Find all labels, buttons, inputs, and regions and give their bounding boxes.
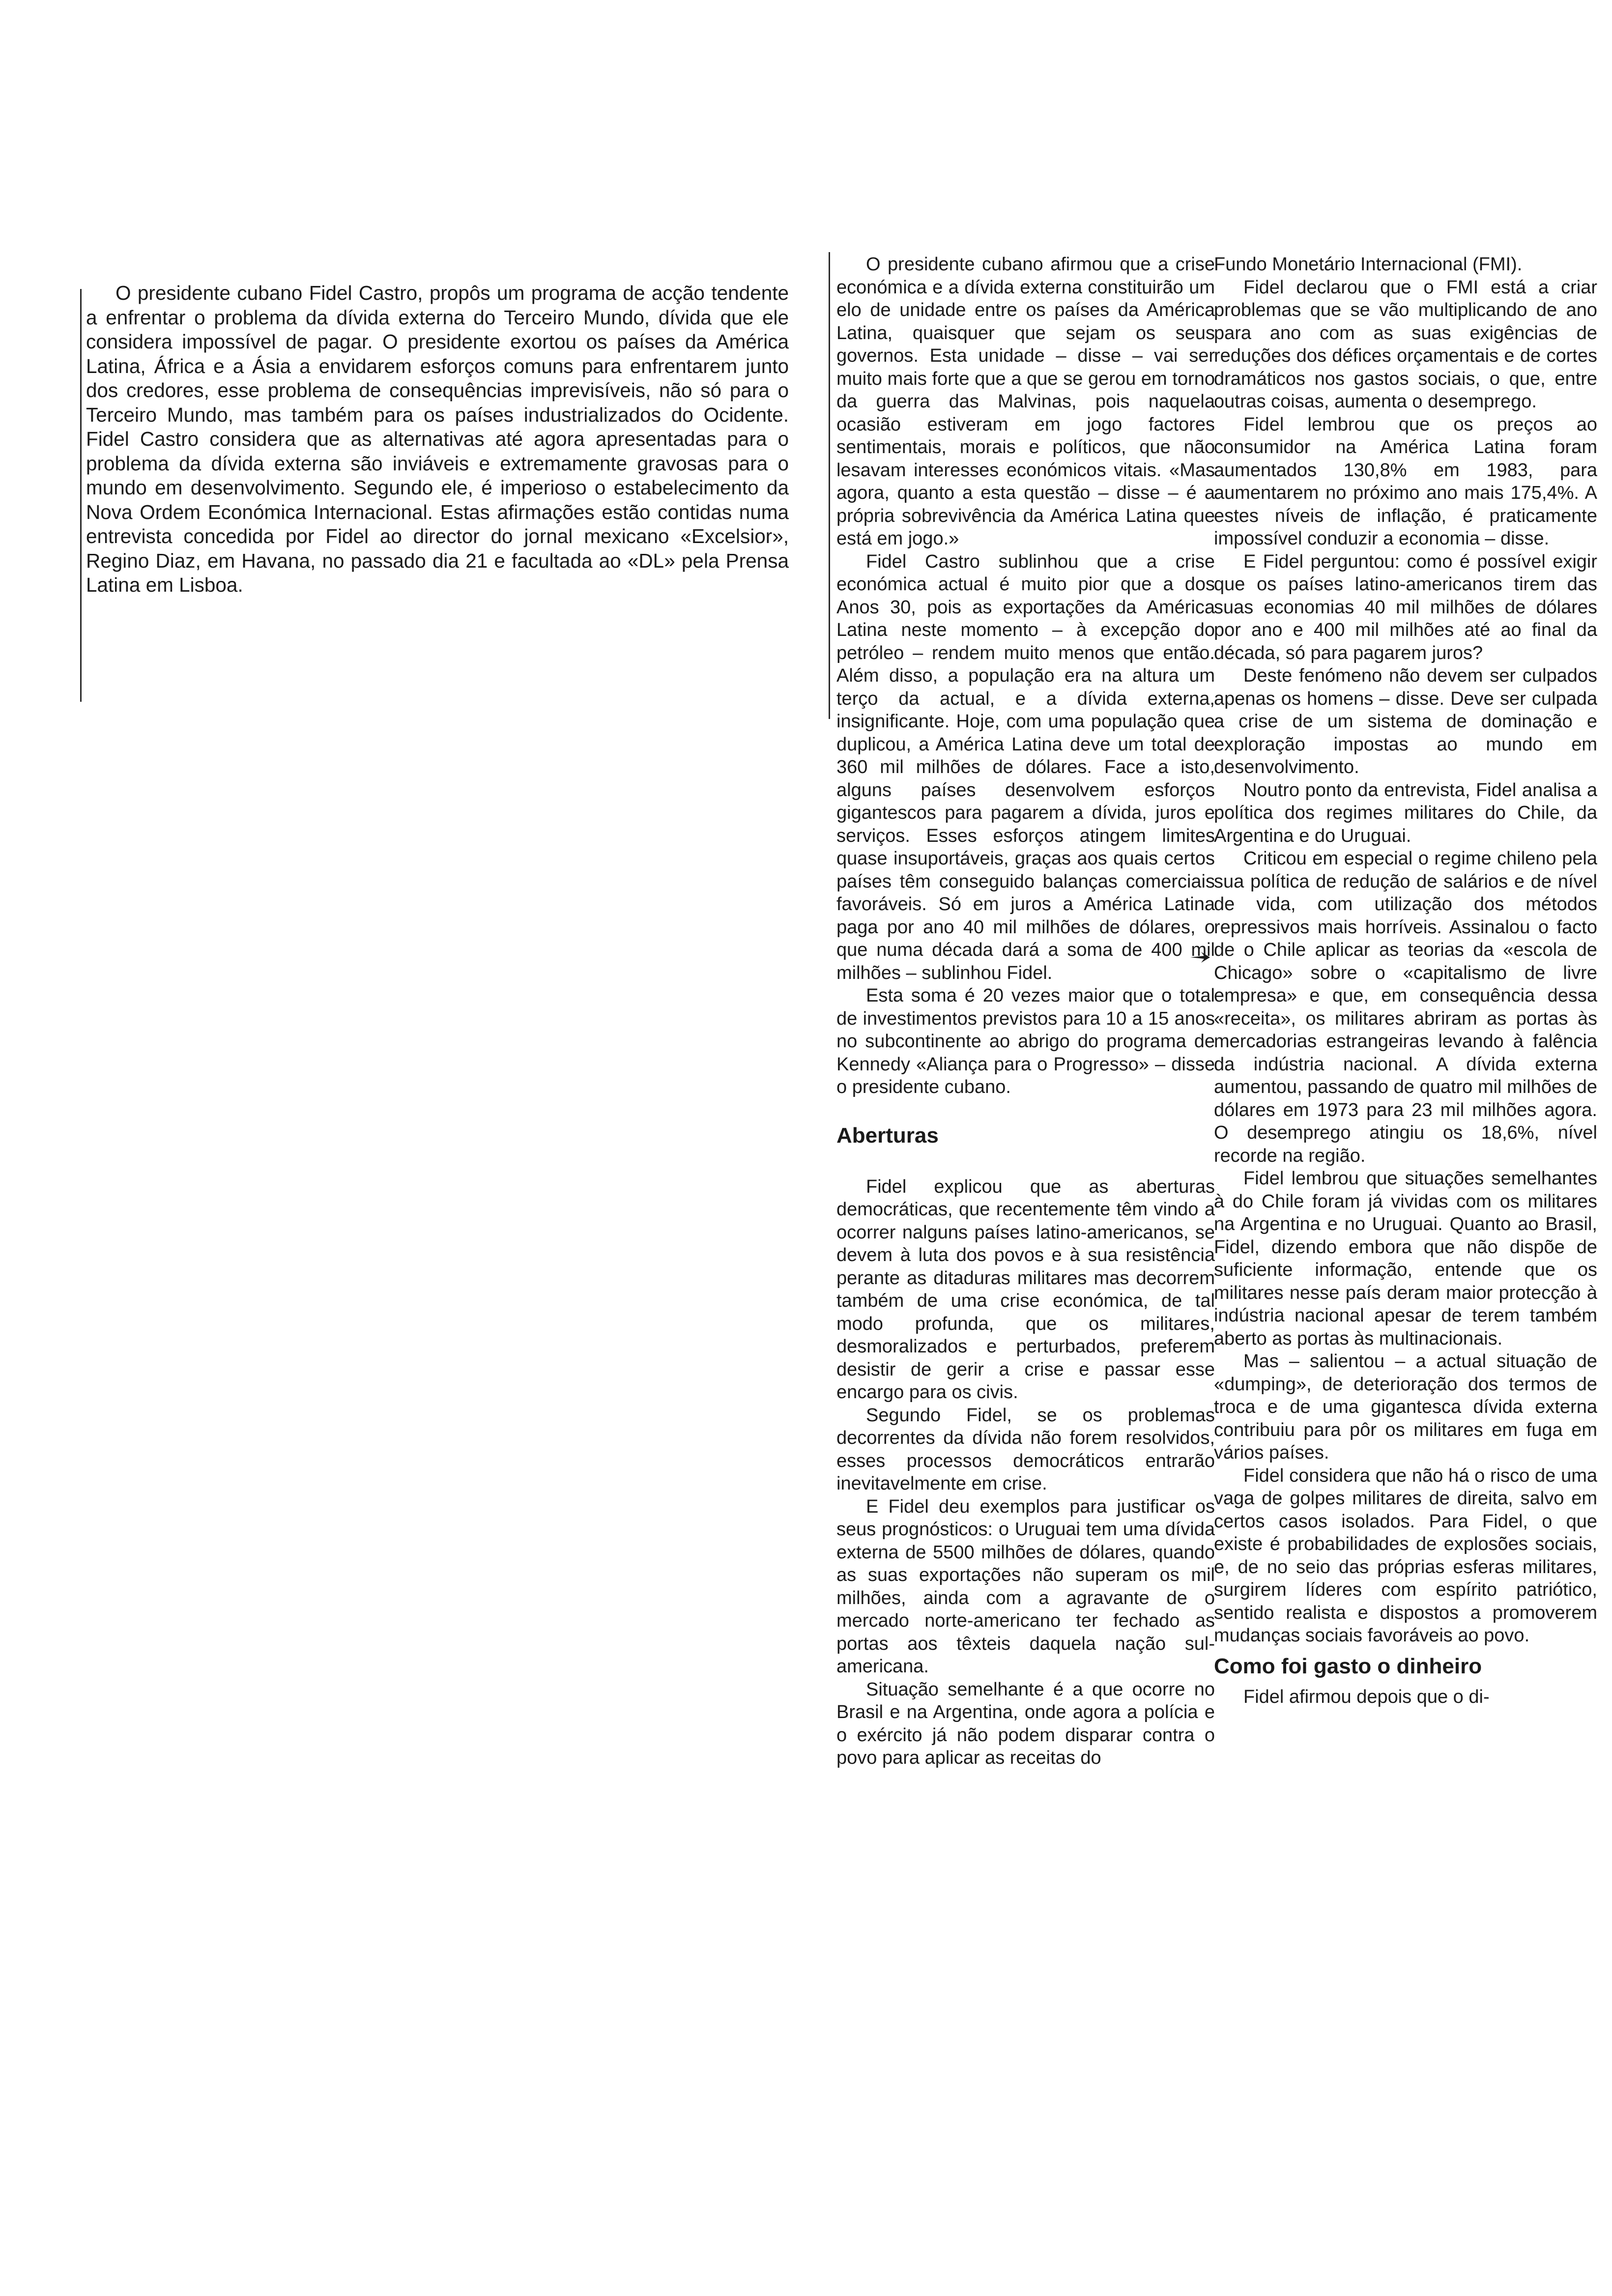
lead-left-rule xyxy=(80,289,82,702)
arrow-mark-icon xyxy=(1189,951,1211,964)
body-paragraph: Fidel declarou que o FMI está a criar problemas que se vão multiplicando de ano para ano com as suas exigências de reduções dos défices orçamentais e de cortes dramáticos nos gastos sociais, o que, entre outras coisas, aumenta o desemprego. xyxy=(1214,277,1597,412)
body-paragraph: Fidel considera que não há o risco de uma vaga de golpes militares de direita, salvo em certos casos isolados. Para Fidel, o que existe é probabilidades de explosões sociais, e, de no seio das próprias esferas militares, surgirem líderes com espírito patriótico, sentido realista e dispostos a promoverem mudanças sociais favoráveis ao povo. xyxy=(1214,1465,1597,1646)
body-paragraph: Fidel afirmou depois que o di- xyxy=(1243,1686,1490,1707)
body-paragraph: Fidel lembrou que os preços ao consumidor na América Latina foram aumentados 130,8% em 1983, para aumentarem no próximo ano mais 175,4%. A estes níveis de inflação, é praticamente impossível conduzir a economia – disse. xyxy=(1214,414,1597,549)
section-heading-aberturas: Aberturas xyxy=(836,1123,939,1148)
body-paragraph: O presidente cubano afirmou que a crise económica e a dívida externa constituirão um elo de unidade entre os países da América Latina, quaisquer que sejam os seus governos. Esta unidade – disse – vai ser muito mais forte que a que se gerou em torno da guerra das Malvinas, pois naquela ocasião estiveram em jogo factores sentimentais, morais e políticos, que não lesavam interesses económicos vitais. «Mas agora, quanto a esta questão – disse – é a própria sobrevivência da América Latina que está em jogo.» xyxy=(836,254,1215,549)
body-paragraph: Esta soma é 20 vezes maior que o total de investimentos previstos para 10 a 15 anos no subcontinente ao abrigo do programa de Kennedy «Aliança para o Progresso» – disse o presidente cubano. xyxy=(836,985,1215,1097)
article-column-3 xyxy=(1214,253,1597,1708)
body-paragraph: Noutro ponto da entrevista, Fidel analisa a política dos regimes militares do Chile, da Argentina e do Uruguai. xyxy=(1214,779,1597,846)
section-heading-gasto: Como foi gasto o dinheiro xyxy=(1214,1654,1482,1678)
body-paragraph: Fidel Castro sublinhou que a crise económica actual é muito pior que a dos Anos 30, pois as exportações da América Latina neste momento – à excepção do petróleo – rendem muito menos que então. Além disso, a população era na altura um terço da actual, e a dívida externa, insignificante. Hoje, com uma população que duplicou, a América Latina deve um total de 360 mil milhões de dólares. Face a isto, alguns países desenvolvem esforços gigantescos para pagarem a dívida, juros e serviços. Esses esforços atingem limites quase insuportáveis, graças aos quais certos países têm conseguido balanças comerciais favoráveis. Só em juros a América Latina paga por ano 40 mil milhões de dólares, o que numa década dará a soma de 400 mil milhões – sublinhou Fidel. xyxy=(836,551,1215,983)
body-paragraph: Situação semelhante é a que ocorre no Brasil e na Argentina, onde agora a polícia e o exército já não podem disparar contra o povo para aplicar as receitas do xyxy=(836,1679,1215,1768)
body-paragraph: E Fidel perguntou: como é possível exigir que os países latino-americanos tirem das suas economias 40 mil milhões de dólares por ano e 400 mil milhões até ao final da década, só para pagarem juros? xyxy=(1214,551,1597,663)
body-paragraph: Criticou em especial o regime chileno pela sua política de redução de salários e de nível de vida, com utilização dos métodos repressivos mais horríveis. Assinalou o facto de o Chile aplicar as teorias da «escola de Chicago» sobre o «capitalismo de livre empresa» e que, em consequência dessa «receita», os militares abriram as portas às mercadorias estrangeiras levando à falência da indústria nacional. A dívida externa aumentou, passando de quatro mil milhões de dólares em 1973 para 23 mil milhões agora. O desemprego atingiu os 18,6%, nível recorde na região. xyxy=(1214,848,1597,1166)
body-paragraph: Fundo Monetário Internacional (FMI). xyxy=(1214,254,1523,275)
body-paragraph: Fidel lembrou que situações semelhantes à do Chile foram já vividas com os militares na Argentina e no Uruguai. Quanto ao Brasil, Fidel, dizendo embora que não dispõe de suficiente informação, entende que os militares nesse país deram maior protecção à indústria nacional apesar de terem também aberto as portas às multinacionais. xyxy=(1214,1168,1597,1349)
body-paragraph: Segundo Fidel, se os problemas decorrentes da dívida não forem resolvidos, esses processos democráticos entrarão inevitavelmente em crise. xyxy=(836,1405,1215,1494)
body-paragraph: Deste fenómeno não devem ser culpados apenas os homens – disse. Deve ser culpada a crise de um sistema de dominação e exploração impostas ao mundo em desenvolvimento. xyxy=(1214,665,1597,777)
body-paragraph: E Fidel deu exemplos para justificar os seus prognósticos: o Uruguai tem uma dívida externa de 5500 milhões de dólares, quando as suas exportações não superam os mil milhões, ainda com a agravante de o mercado norte-americano ter fechado as portas aos têxteis daquela nação sul-americana. xyxy=(836,1496,1215,1677)
body-paragraph: Fidel explicou que as aberturas democráticas, que recentemente têm vindo a ocorrer nalguns países latino-americanos, se devem à luta dos povos e à sua resistência perante as ditaduras militares mas decorrem também de uma crise económica, de tal modo profunda, que os militares, desmoralizados e perturbados, preferem desistir de gerir a crise e passar esse encargo para os civis. xyxy=(836,1176,1215,1403)
lead-paragraph: O presidente cubano Fidel Castro, propôs um programa de acção tendente a enfrentar o problema da dívida externa do Terceiro Mundo, dívida que ele considera impossível de pagar. O presidente exortou os países da América Latina, África e a Ásia a envidarem esforços comuns para enfrentarem junto dos credores, esse problema de consequências imprevisíveis, não só para o Terceiro Mundo, mas também para os países industrializados do Ocidente. Fidel Castro considera que as alternativas até agora apresentadas para o problema da dívida externa são inviáveis e extremamente gravosas para o mundo em desenvolvimento. Segundo ele, é imperioso o estabelecimento da Nova Ordem Económica Internacional. Estas afirmações estão contidas numa entrevista concedida por Fidel ao director do jornal mexicano «Excelsior», Regino Diaz, em Havana, no passado dia 21 e facultada ao «DL» pela Prensa Latina em Lisboa. xyxy=(86,282,789,596)
column-divider-rule xyxy=(829,252,830,719)
article-column-2 xyxy=(836,253,1215,1770)
lead-paragraph-block xyxy=(86,281,789,598)
body-paragraph: Mas – salientou – a actual situação de «dumping», de deterioração dos termos de troca e de uma gigantesca dívida externa contribuiu para pôr os militares em fuga em vários países. xyxy=(1214,1351,1597,1463)
